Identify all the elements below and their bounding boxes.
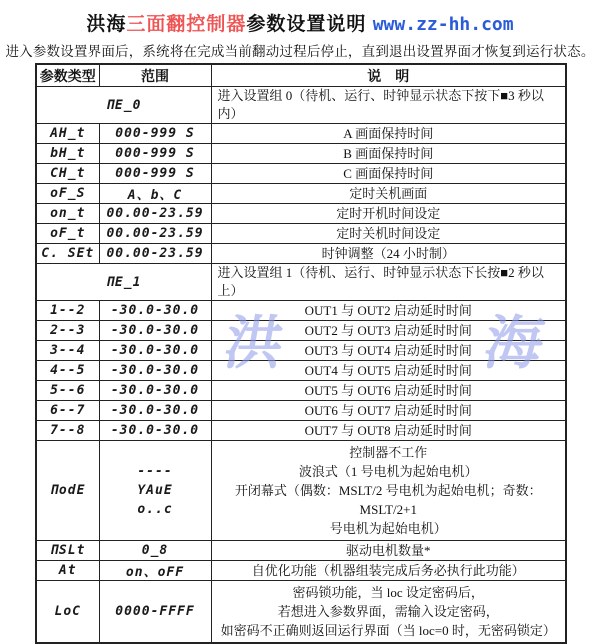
param-name-cell: C. SEt <box>36 244 99 264</box>
table-row <box>36 341 566 361</box>
cell-line: 控制器不工作 <box>349 445 428 460</box>
param-range-cell: 0_8 <box>99 541 211 561</box>
group-value-cell: ΠE_0 <box>36 87 211 124</box>
cell-line: 密码锁功能，当 loc 设定密码后， <box>292 585 484 600</box>
param-range-cell: -30.0-30.0 <box>99 401 211 421</box>
param-name-cell: oF_t <box>36 224 99 244</box>
param-range-cell: 00.00-23.59 <box>99 244 211 264</box>
param-name-cell: At <box>36 561 99 581</box>
header-param-type: 参数类型 <box>36 64 99 87</box>
param-name-cell: 7--8 <box>36 421 99 441</box>
param-range-cell: 000-999 S <box>99 164 211 184</box>
param-desc-cell: OUT6 与 OUT7 启动延时时间 <box>211 401 566 421</box>
table-row <box>36 361 566 381</box>
param-name-cell: ΠSLt <box>36 541 99 561</box>
param-range-cell: -30.0-30.0 <box>99 361 211 381</box>
param-desc-cell: OUT1 与 OUT2 启动延时时间 <box>211 301 566 321</box>
title-product: 三面翻控制器 <box>126 14 247 35</box>
param-range-cell: -30.0-30.0 <box>99 381 211 401</box>
param-name-cell: 2--3 <box>36 321 99 341</box>
table-row <box>36 164 566 184</box>
cell-line: 若想进入参数界面，需输入设定密码， <box>277 604 499 619</box>
param-range-cell: 000-999 S <box>99 144 211 164</box>
cell-line: 0000-FFFF <box>115 604 195 619</box>
table-row <box>36 184 566 204</box>
param-range-cell: -30.0-30.0 <box>99 301 211 321</box>
param-desc-cell: 定时开机时间设定 <box>211 204 566 224</box>
param-desc-cell: 定时关机画面 <box>211 184 566 204</box>
table-row <box>36 401 566 421</box>
param-desc-cell: A 画面保持时间 <box>211 124 566 144</box>
table-row <box>36 204 566 224</box>
param-desc-cell: 时钟调整（24 小时制） <box>211 244 566 264</box>
table-row <box>36 301 566 321</box>
param-range-cell: -30.0-30.0 <box>99 341 211 361</box>
param-desc-cell: OUT2 与 OUT3 启动延时时间 <box>211 321 566 341</box>
title-url-link[interactable]: www.zz-hh.com <box>372 14 514 35</box>
table-row <box>36 321 566 341</box>
header-description: 说 明 <box>211 64 566 87</box>
group-desc-cell: 进入设置组 1（待机、运行、时钟显示状态下长按■2 秒以上） <box>211 264 566 301</box>
table-row <box>36 224 566 244</box>
header-range: 范围 <box>99 64 211 87</box>
param-desc-cell: B 画面保持时间 <box>211 144 566 164</box>
param-range-cell <box>99 581 211 644</box>
cell-line: 开闭幕式（偶数：MSLT/2 号电机为起始电机；奇数：MSLT/2+1 <box>234 483 542 517</box>
param-name-cell: AH_t <box>36 124 99 144</box>
param-range-cell: on、oFF <box>99 561 211 581</box>
param-range-cell <box>99 441 211 541</box>
param-desc-cell <box>211 581 566 644</box>
table-row <box>36 264 566 301</box>
param-desc-cell: C 画面保持时间 <box>211 164 566 184</box>
param-desc-cell: OUT7 与 OUT8 启动延时时间 <box>211 421 566 441</box>
param-desc-cell: OUT4 与 OUT5 启动延时时间 <box>211 361 566 381</box>
param-range-cell: 000-999 S <box>99 124 211 144</box>
param-desc-cell: OUT5 与 OUT6 启动延时时间 <box>211 381 566 401</box>
param-name-cell: 5--6 <box>36 381 99 401</box>
table-row <box>36 421 566 441</box>
group-value-cell: ΠE_1 <box>36 264 211 301</box>
cell-line: 号电机为起始电机） <box>329 521 447 536</box>
param-name-cell: LoC <box>36 581 99 644</box>
param-name-cell: 3--4 <box>36 341 99 361</box>
param-range-cell: A、b、C <box>99 184 211 204</box>
table-row <box>36 541 566 561</box>
param-range-cell: -30.0-30.0 <box>99 421 211 441</box>
param-name-cell: 4--5 <box>36 361 99 381</box>
param-range-cell: 00.00-23.59 <box>99 204 211 224</box>
cell-line: YAuE <box>137 483 173 498</box>
param-name-cell: bH_t <box>36 144 99 164</box>
title-brand: 洪海 <box>86 14 127 35</box>
param-range-cell: 00.00-23.59 <box>99 224 211 244</box>
param-table-body <box>36 87 566 644</box>
param-name-cell: oF_S <box>36 184 99 204</box>
table-row <box>36 561 566 581</box>
param-name-cell: 1--2 <box>36 301 99 321</box>
table-row <box>36 244 566 264</box>
param-desc-cell: 驱动电机数量* <box>211 541 566 561</box>
parameter-table <box>35 63 567 644</box>
table-row <box>36 124 566 144</box>
param-name-cell: 6--7 <box>36 401 99 421</box>
title-suffix: 参数设置说明 <box>246 14 367 35</box>
param-desc-cell: 自优化功能（机器组装完成后务必执行此功能） <box>211 561 566 581</box>
table-row <box>36 581 566 644</box>
table-row <box>36 87 566 124</box>
param-name-cell: on_t <box>36 204 99 224</box>
param-desc-cell <box>211 441 566 541</box>
cell-line: 波浪式（1 号电机为起始电机） <box>298 464 478 479</box>
param-name-cell: CH_t <box>36 164 99 184</box>
cell-line: o..c <box>137 502 173 517</box>
watermark-char-hai: 海 <box>479 311 549 376</box>
param-desc-cell: OUT3 与 OUT4 启动延时时间 <box>211 341 566 361</box>
param-desc-cell: 定时关机时间设定 <box>211 224 566 244</box>
param-range-cell: -30.0-30.0 <box>99 321 211 341</box>
group-desc-cell: 进入设置组 0（待机、运行、时钟显示状态下按下■3 秒以内） <box>211 87 566 124</box>
page-title <box>0 9 600 36</box>
intro-note: 进入参数设置界面后，系统将在完成当前翻动过程后停止，直到退出设置界面才恢复到运行状态。 <box>5 44 595 59</box>
param-name-cell: ΠodE <box>36 441 99 541</box>
cell-line: 如密码不正确则返回运行界面（当 loc=0 时，无密码锁定） <box>220 623 556 638</box>
table-row <box>36 144 566 164</box>
cell-line: ---- <box>137 464 173 479</box>
table-row <box>36 441 566 541</box>
table-row <box>36 381 566 401</box>
watermark-char-hong: 洪 <box>219 311 289 376</box>
table-header-row <box>36 64 566 87</box>
